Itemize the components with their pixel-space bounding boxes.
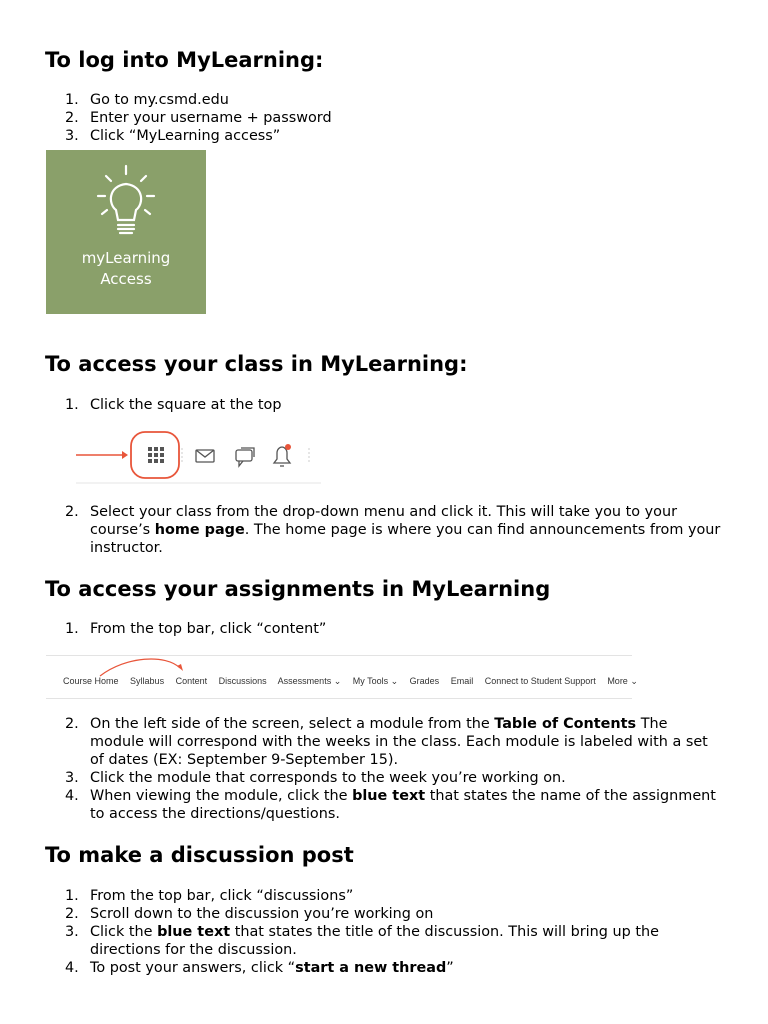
list-item: 1. From the top bar, click “content” xyxy=(65,621,327,637)
class-steps-list-b xyxy=(45,503,725,557)
list-item: 3. Click “MyLearning access” xyxy=(65,128,281,144)
lightbulb-icon xyxy=(96,162,156,242)
course-nav-items xyxy=(63,676,647,687)
class-steps-list-a xyxy=(45,396,725,414)
list-item: 1. Go to my.csmd.edu xyxy=(65,92,229,108)
bell-icon xyxy=(274,444,291,466)
list-item: 1. Click the square at the top xyxy=(65,397,282,413)
list-item: 4. When viewing the module, click the blue text that states the name of the assignment to access the directions/questions. xyxy=(65,788,716,822)
nav-course-home[interactable]: Course Home xyxy=(63,676,119,686)
nav-more[interactable]: More ⌄ xyxy=(607,676,638,686)
list-item: 1. From the top bar, click “discussions” xyxy=(65,888,354,904)
heading-access-class: To access your class in MyLearning: xyxy=(45,352,468,376)
nav-content[interactable]: Content xyxy=(175,676,208,686)
list-item: 3. Click the blue text that states the title of the discussion. This will bring up the directions for the discussion. xyxy=(65,924,659,958)
list-item: 2. Scroll down to the discussion you’re working on xyxy=(65,906,434,922)
discussion-steps-list xyxy=(45,887,725,977)
nav-email[interactable]: Email xyxy=(450,676,474,686)
heading-discussion-post: To make a discussion post xyxy=(45,843,354,867)
nav-discussions[interactable]: Discussions xyxy=(218,676,267,686)
chat-icon xyxy=(236,448,254,466)
nav-grades[interactable]: Grades xyxy=(409,676,440,686)
arrow-head xyxy=(122,451,128,459)
heading-log-in: To log into MyLearning: xyxy=(45,48,324,72)
grid-icon xyxy=(148,447,164,463)
tile-label-line1: myLearning xyxy=(81,249,171,267)
login-steps-list xyxy=(45,91,725,145)
nav-my-tools[interactable]: My Tools ⌄ xyxy=(352,676,399,686)
assignment-steps-list-a xyxy=(45,620,725,638)
list-item: 2. Enter your username + password xyxy=(65,110,332,126)
arrow-curve xyxy=(96,656,236,678)
list-item: 4. To post your answers, click “start a new thread” xyxy=(65,960,454,976)
nav-syllabus[interactable]: Syllabus xyxy=(130,676,165,686)
tile-label-line2: Access xyxy=(100,270,152,288)
assignment-steps-list-b xyxy=(45,715,725,823)
nav-student-support[interactable]: Connect to Student Support xyxy=(484,676,596,686)
course-nav-screenshot xyxy=(46,655,638,699)
heading-access-assignments: To access your assignments in MyLearning xyxy=(45,577,551,601)
mylearning-access-tile xyxy=(46,150,206,314)
toolbar-screenshot xyxy=(76,430,321,484)
mail-icon xyxy=(196,450,214,462)
list-item: 2. Select your class from the drop-down menu and click it. This will take you to your course’s home page. The home page is where you can find announcements from your instructor. xyxy=(65,504,721,556)
list-item: 2. On the left side of the screen, select a module from the Table of Contents The module will correspond with the weeks in the class. Each module is labeled with a set of dates (EX: September 9-September 15). xyxy=(65,716,708,768)
list-item: 3. Click the module that corresponds to the week you’re working on. xyxy=(65,770,566,786)
nav-assessments[interactable]: Assessments ⌄ xyxy=(277,676,342,686)
